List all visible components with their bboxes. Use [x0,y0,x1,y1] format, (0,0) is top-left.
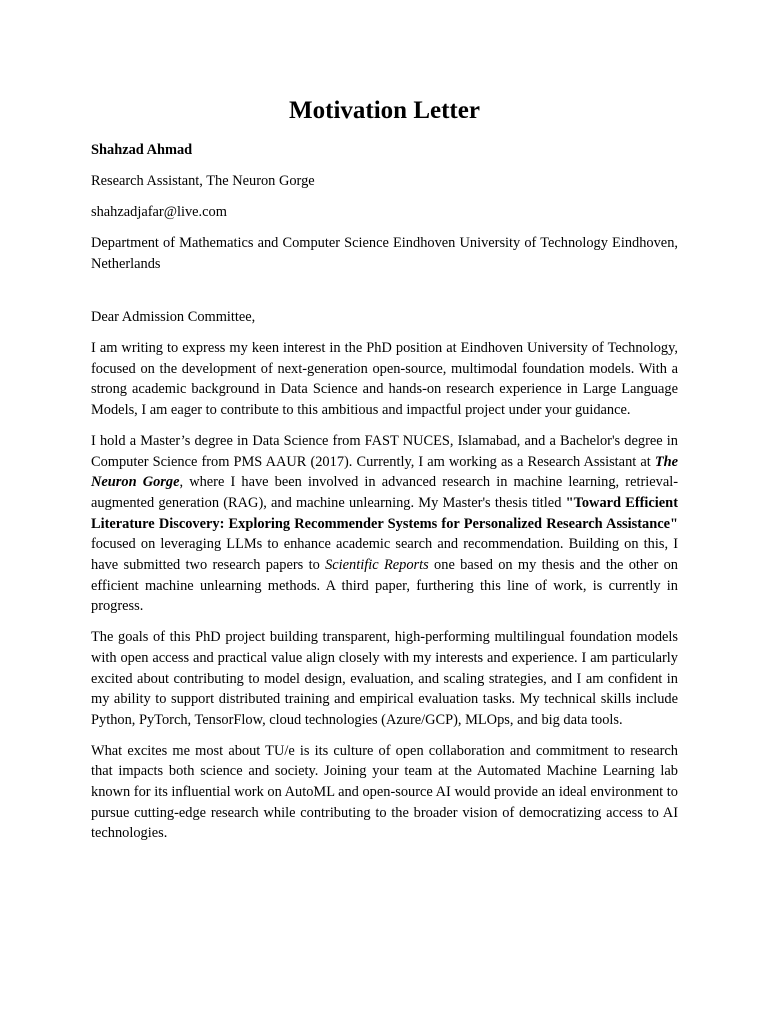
document-title: Motivation Letter [289,97,480,124]
recipient-address: Department of Mathematics and Computer Science Eindhoven University of Technology Eindhoven, Netherlands [91,235,678,272]
sender-role: Research Assistant, The Neuron Gorge [91,173,315,189]
background-text-3: focused on leveraging LLMs to enhance academic search and recommendation. Building on this, I have submitted two research papers to [91,536,678,574]
background-text-4: one based on my thesis and the other on efficient machine unlearning methods. A third paper, furthering this line of work, is currently in progress. [91,557,678,615]
paragraph-goals: The goals of this PhD project building transparent, high-performing multilingual foundation models with open access and practical value align closely with my interests and experience. I am particularly excited about contributing to model design, evaluation, and scaling strategies, and I am confident in my ability to support distributed training and empirical evaluation tasks. My technical skills include Python, PyTorch, TensorFlow, cloud technologies (Azure/GCP), MLOps, and big data tools. [91,629,678,728]
thesis-title: "Toward Efficient Literature Discovery: Exploring Recommender Systems for Personalized Research Assistance" [91,494,678,532]
paragraph-background [91,431,678,617]
sender-email: shahzadjafar@live.com [91,204,227,220]
sender-name: Shahzad Ahmad [91,142,193,158]
journal-name: Scientific Reports [325,557,429,574]
paragraph-culture: What excites me most about TU/e is its culture of open collaboration and commitment to research that impacts both science and society. Joining your team at the Automated Machine Learning lab known for its influential work on AutoML and open-source AI would provide an ideal environment to pursue cutting-edge research while contributing to the broader vision of democratizing access to AI technologies. [91,742,678,842]
background-text-2: , where I have been involved in advanced research in machine learning, retrieval-augmented generation (RAG), and machine unlearning. My Master's thesis titled [91,474,679,511]
organization-name: The Neuron Gorge [91,453,678,491]
salutation: Dear Admission Committee, [91,309,256,325]
paragraph-intro: I am writing to express my keen interest in the PhD position at Eindhoven University of Technology, focused on the development of next-generation open-source, multimodal foundation models. With a strong academic background in Data Science and hands-on research experience in Large Language Models, I am eager to contribute to this ambitious and impactful project under your guidance. [91,340,678,419]
background-text-1: I hold a Master’s degree in Data Science from FAST NUCES, Islamabad, and a Bachelor's degree in Computer Science from PMS AAUR (2017). Currently, I am working as a Research Assistant at [91,432,678,470]
